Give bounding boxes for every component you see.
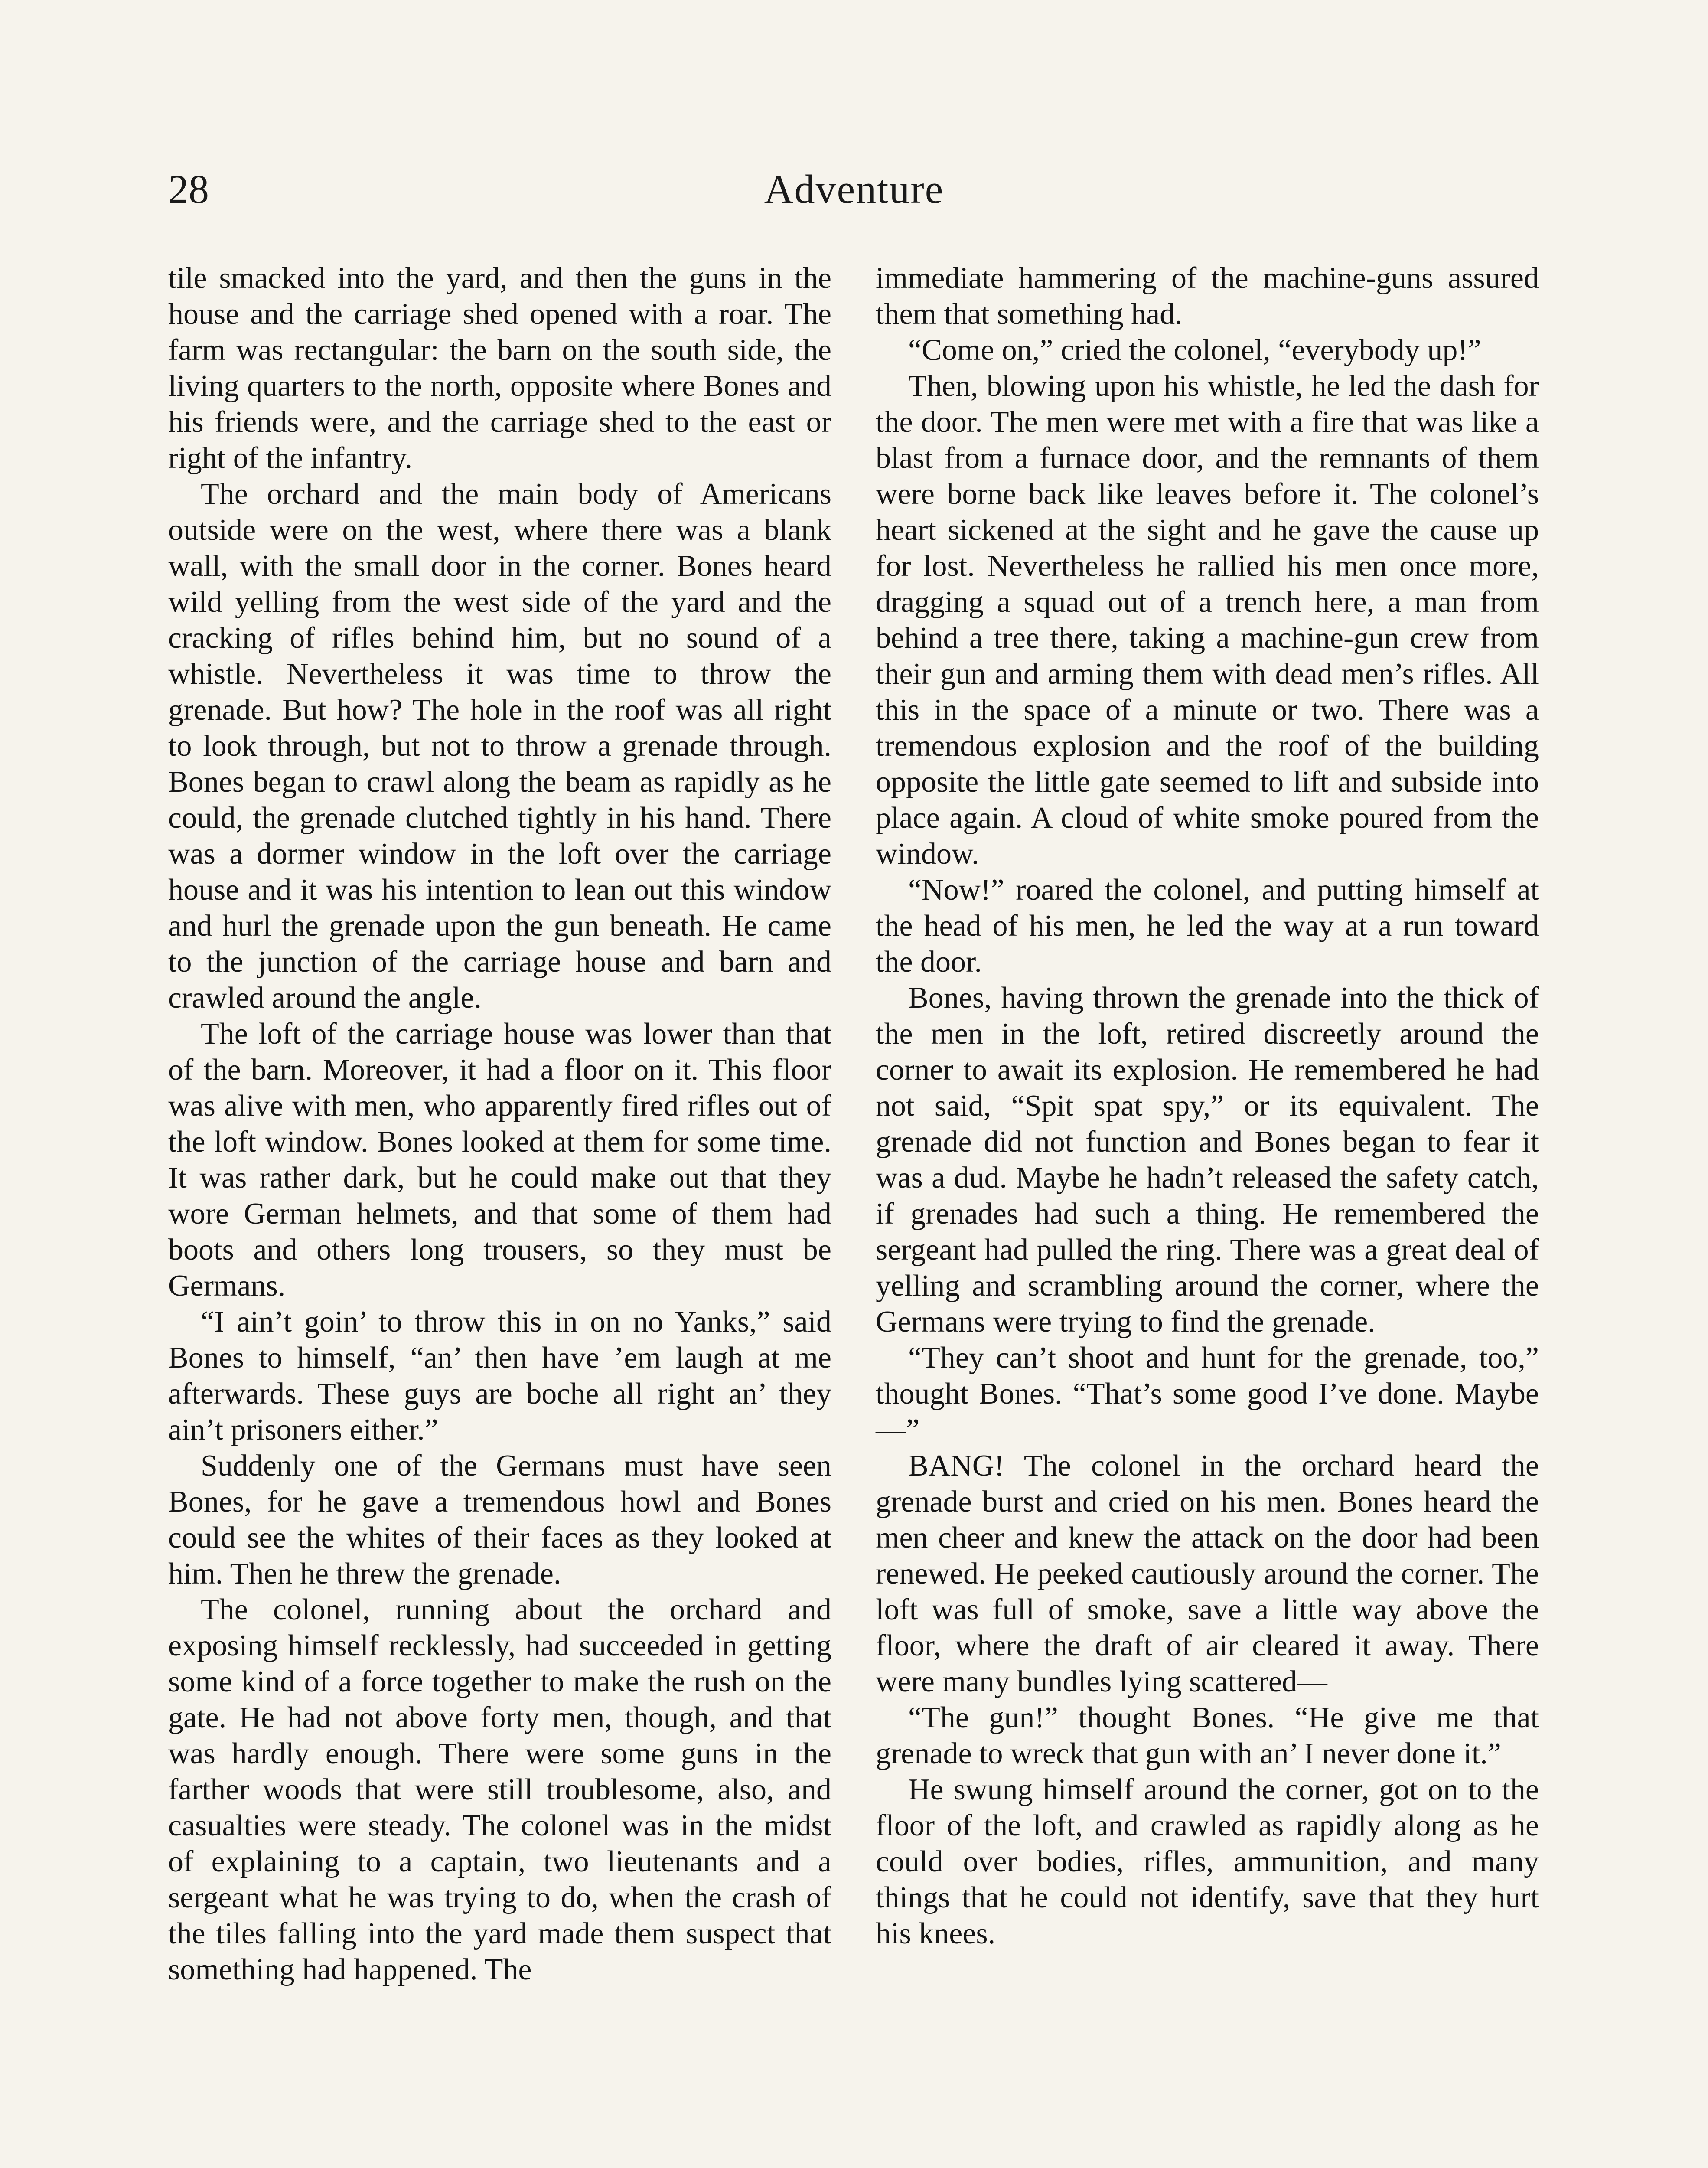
paragraph: tile smacked into the yard, and then the guns in the house and the carriage shed opened with a roar. The farm was rectangular: the barn on the south side, the living quarters to the north, opposite where Bones and his friends were, and the carriage shed to the east or right of the infantry. [168,261,831,475]
page-title: Adventure [764,167,944,212]
paragraph: The colonel, running about the orchard and exposing himself recklessly, had succeeded in getting some kind of a force together to make the rush on the gate. He had not above forty men, though, and that was hardly enough. There were some guns in the farther woods that were still troublesome, also, and casualties were steady. The colonel was in the midst of explaining to a captain, two lieutenants and a sergeant what he was trying to do, when the crash of the tiles falling into the yard made them suspect that something had happened. The [168,1593,831,1986]
paragraph: Bones, having thrown the grenade into the thick of the men in the loft, retired discreetly around the corner to await its explosion. He remembered he had not said, “Spit spat spy,” or its equivalent. The grenade did not function and Bones began to fear it was a dud. Maybe he hadn’t released the safety catch, if grenades had such a thing. He remembered the sergeant had pulled the ring. There was a great deal of yelling and scrambling around the corner, where the Germans were trying to find the grenade. [876,981,1539,1339]
paragraph: The loft of the carriage house was lower than that of the barn. Moreover, it had a floor on it. This floor was alive with men, who apparently fired rifles out of the loft window. Bones looked at them for some time. It was rather dark, but he could make out that they wore German helmets, and that some of them had boots and others long trousers, so they must be Germans. [168,1017,831,1303]
paragraph: “They can’t shoot and hunt for the grenade, too,” thought Bones. “That’s some good I’ve done. Maybe—” [876,1341,1539,1446]
left-column [168,260,831,1988]
paragraph: The orchard and the main body of Americans outside were on the west, where there was a blank wall, with the small door in the corner. Bones heard wild yelling from the west side of the yard and the cracking of rifles behind him, but no sound of a whistle. Nevertheless it was time to throw the grenade. But how? The hole in the roof was all right to look through, but not to throw a grenade through. Bones began to crawl along the beam as rapidly as he could, the grenade clutched tightly in his hand. There was a dormer window in the loft over the carriage house and it was his intention to lean out this window and hurl the grenade upon the gun beneath. He came to the junction of the carriage house and barn and crawled around the angle. [168,477,831,1015]
page-header [168,165,1540,230]
paragraph: “The gun!” thought Bones. “He give me that grenade to wreck that gun with an’ I never done it.” [876,1701,1539,1770]
paragraph: Suddenly one of the Germans must have seen Bones, for he gave a tremendous howl and Bones could see the whites of their faces as they looked at him. Then he threw the grenade. [168,1449,831,1590]
paragraph: immediate hammering of the machine-guns assured them that something had. [876,261,1539,331]
paragraph: BANG! The colonel in the orchard heard the grenade burst and cried on his men. Bones heard the men cheer and knew the attack on the door had been renewed. He peeked cautiously around the corner. The loft was full of smoke, save a little way above the floor, where the draft of air cleared it away. There were many bundles lying scattered— [876,1449,1539,1698]
paragraph: Then, blowing upon his whistle, he led the dash for the door. The men were met with a fire that was like a blast from a furnace door, and the remnants of them were borne back like leaves before it. The colonel’s heart sickened at the sight and he gave the cause up for lost. Nevertheless he rallied his men once more, dragging a squad out of a trench here, a man from behind a tree there, taking a machine-gun crew from their gun and arming them with dead men’s rifles. All this in the space of a minute or two. There was a tremendous explosion and the roof of the building opposite the little gate seemed to lift and subside into place again. A cloud of white smoke poured from the window. [876,369,1539,871]
right-column [876,260,1539,1952]
page-number: 28 [168,167,209,212]
paragraph: He swung himself around the corner, got on to the floor of the loft, and crawled as rapidly along as he could over bodies, rifles, ammunition, and many things that he could not identify, save that they hurt his knees. [876,1773,1539,1950]
paragraph: “Now!” roared the colonel, and putting himself at the head of his men, he led the way at a run toward the door. [876,873,1539,979]
paragraph: “I ain’t goin’ to throw this in on no Yanks,” said Bones to himself, “an’ then have ’em laugh at me afterwards. These guys are boche all right an’ they ain’t prisoners either.” [168,1305,831,1446]
paragraph: “Come on,” cried the colonel, “everybody up!” [908,333,1481,367]
